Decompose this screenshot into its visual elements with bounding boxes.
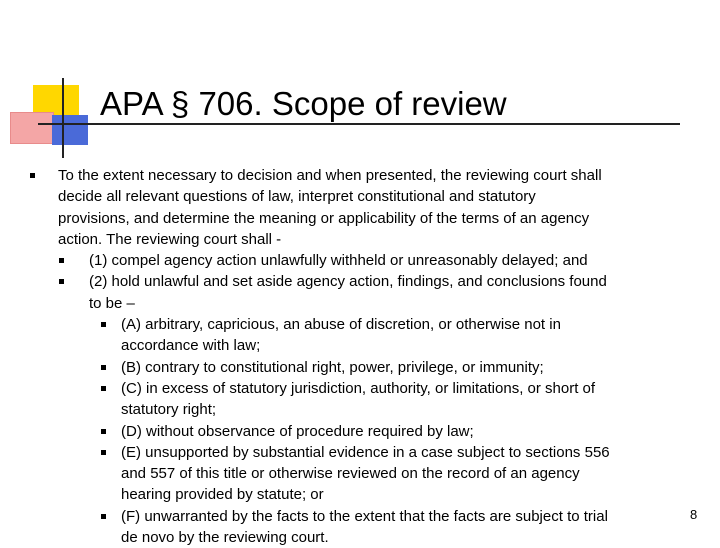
line-text: (B) contrary to constitutional right, power, privilege, or immunity;: [121, 358, 544, 376]
text-line: [58, 250, 688, 271]
title-underline: [38, 123, 680, 125]
decorative-square-blue: [52, 115, 88, 145]
line-text: (C) in excess of statutory jurisdiction, authority, or limitations, or short of: [121, 379, 596, 397]
decorative-square-pink: [10, 112, 54, 144]
line-text: hearing provided by statute; or: [121, 486, 324, 504]
bullet-icon: [30, 173, 35, 178]
bullet-icon: [101, 450, 106, 455]
text-line: [58, 335, 688, 356]
text-line: [58, 421, 688, 442]
line-text: (A) arbitrary, capricious, an abuse of discretion, or otherwise not in: [121, 316, 561, 334]
text-line: [58, 293, 688, 314]
bullet-icon: [101, 365, 106, 370]
text-line: [58, 357, 688, 378]
bullet-icon: [101, 322, 106, 327]
line-text: action. The reviewing court shall -: [58, 230, 282, 248]
line-text: To the extent necessary to decision and when presented, the reviewing court shall: [58, 167, 602, 184]
line-text: decide all relevant questions of law, interpret constitutional and statutory: [58, 188, 536, 206]
bullet-icon: [101, 386, 106, 391]
bullet-icon: [101, 429, 106, 434]
text-line: [58, 442, 688, 463]
line-text: statutory right;: [121, 401, 217, 419]
text-line: [58, 378, 688, 399]
line-text: (1) compel agency action unlawfully withheld or unreasonably delayed; and: [89, 252, 588, 270]
text-line: [58, 186, 688, 207]
text-line: [58, 399, 688, 420]
slide-body: [58, 165, 688, 548]
bullet-icon: [59, 258, 64, 263]
text-line: [58, 271, 688, 292]
text-line: [58, 506, 688, 527]
decorative-vertical-line: [62, 78, 64, 158]
line-text: accordance with law;: [121, 337, 261, 355]
line-text: provisions, and determine the meaning or applicability of the terms of an agency: [58, 209, 590, 227]
text-line: [58, 314, 688, 335]
bullet-icon: [101, 514, 106, 519]
bullet-icon: [59, 279, 64, 284]
line-text: and 557 of this title or otherwise reviewed on the record of an agency: [121, 465, 580, 483]
line-text: (D) without observance of procedure required by law;: [121, 422, 474, 440]
line-text: (2) hold unlawful and set aside agency action, findings, and conclusions found: [89, 273, 607, 291]
text-line: [58, 229, 688, 250]
line-text: to be –: [89, 294, 135, 312]
page-number: 8: [690, 507, 698, 522]
text-line: [58, 463, 688, 484]
text-line: [58, 527, 688, 548]
line-text: (F) unwarranted by the facts to the extent that the facts are subject to trial: [121, 507, 608, 525]
text-line: [58, 484, 688, 505]
slide-title: APA § 706. Scope of review: [100, 85, 507, 122]
text-line: [58, 165, 688, 186]
line-text: (E) unsupported by substantial evidence in a case subject to sections 556: [121, 443, 610, 461]
line-text: de novo by the reviewing court.: [121, 529, 329, 547]
text-line: [58, 208, 688, 229]
